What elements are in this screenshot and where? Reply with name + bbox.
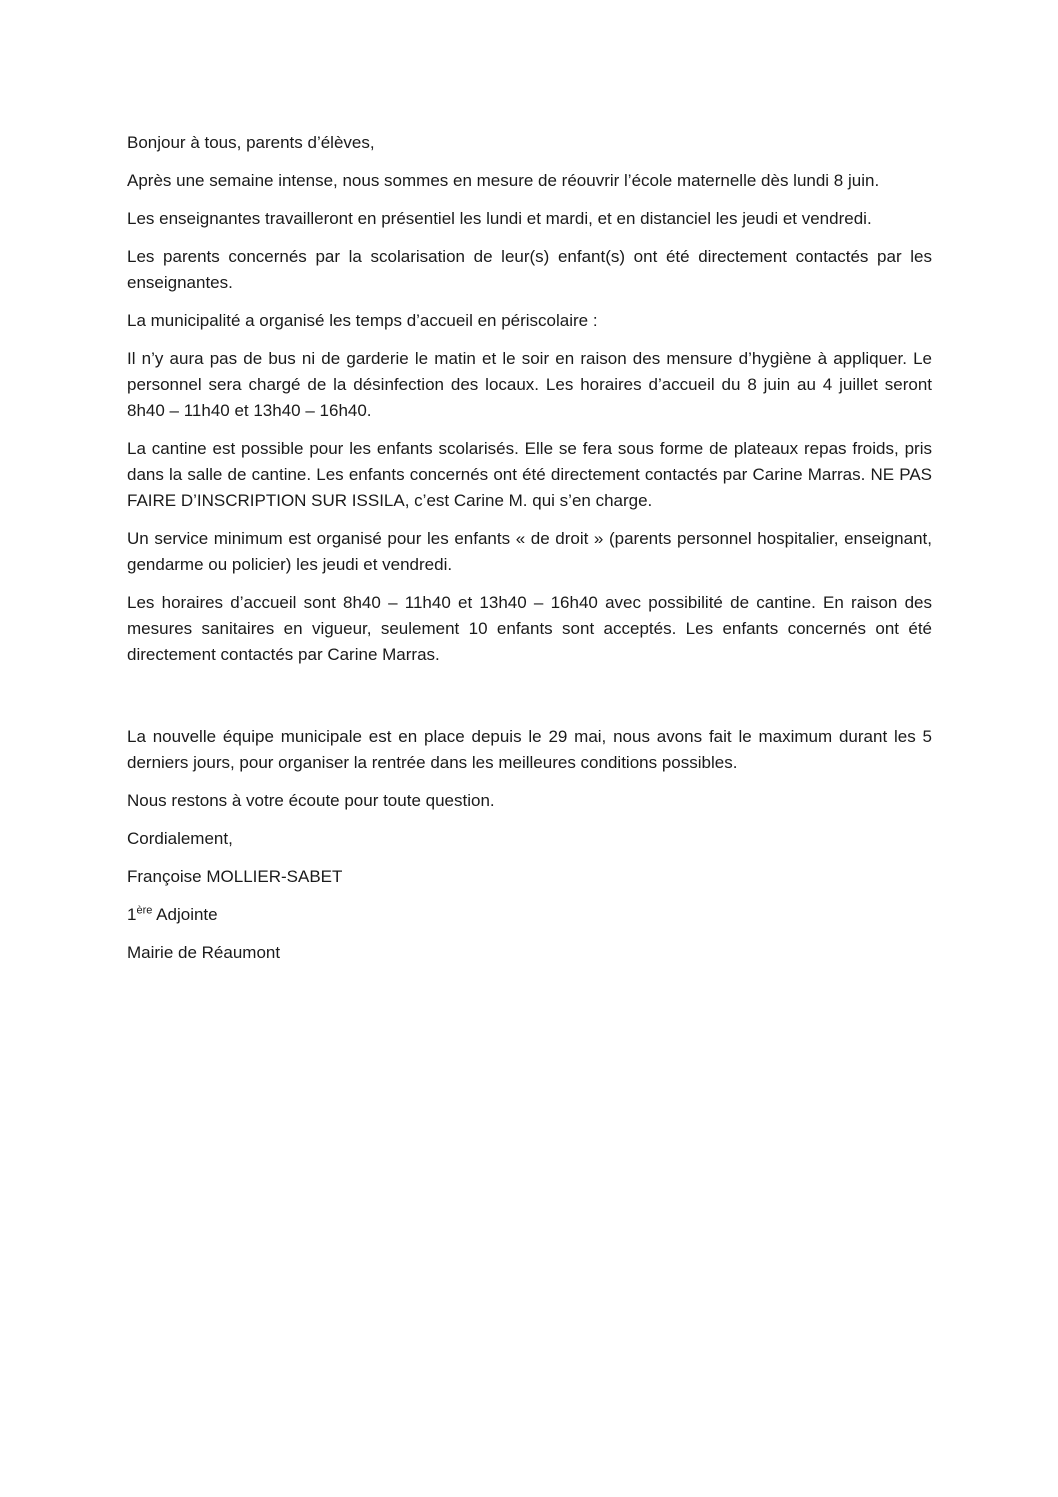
paragraph-cantine: La cantine est possible pour les enfants scolarisés. Elle se fera sous forme de plateaux repas froids, pris dans la salle de cantine. Les enfants concernés ont été directement contactés par Carine Marras. NE PAS FAIRE D’INSCRIPTION SUR ISSILA, c’est Carine M. qui s’en charge. — [127, 439, 932, 510]
letter-body — [127, 130, 932, 978]
paragraph-accueil-hours: Les horaires d’accueil sont 8h40 – 11h40 et 13h40 – 16h40 avec possibilité de cantine. En raison des mesures sanitaires en vigueur, seulement 10 enfants sont acceptés. Les enfants concernés ont été directement contactés par Carine Marras. — [127, 593, 932, 664]
paragraph-questions: Nous restons à votre écoute pour toute question. — [127, 791, 495, 810]
paragraph-teachers-schedule: Les enseignantes travailleront en présentiel les lundi et mardi, et en distanciel les jeudi et vendredi. — [127, 209, 872, 228]
signatory-name: Françoise MOLLIER-SABET — [127, 867, 343, 886]
paragraph-hygiene-hours: Il n’y aura pas de bus ni de garderie le matin et le soir en raison des mensure d’hygiène à appliquer. Le personnel sera chargé de la désinfection des locaux. Les horaires d’accueil du 8 juin au 4 juillet seront 8h40 – 11h40 et 13h40 – 16h40. — [127, 349, 932, 420]
sign-off: Cordialement, — [127, 829, 233, 848]
paragraph-parents-contacted: Les parents concernés par la scolarisation de leur(s) enfant(s) ont été directement contactés par les enseignantes. — [127, 247, 932, 292]
paragraph-periscolaire-intro: La municipalité a organisé les temps d’accueil en périscolaire : — [127, 311, 598, 330]
role-superscript: ère — [136, 904, 153, 917]
blank-line — [127, 680, 932, 724]
role-number: 1 — [127, 905, 137, 924]
paragraph-reopening: Après une semaine intense, nous sommes en mesure de réouvrir l’école maternelle dès lundi 8 juin. — [127, 171, 880, 190]
signatory-role — [127, 902, 932, 928]
paragraph-new-team: La nouvelle équipe municipale est en place depuis le 29 mai, nous avons fait le maximum durant les 5 derniers jours, pour organiser la rentrée dans les meilleures conditions possibles. — [127, 727, 932, 772]
greeting: Bonjour à tous, parents d’élèves, — [127, 133, 375, 152]
organization: Mairie de Réaumont — [127, 943, 281, 962]
paragraph-service-minimum: Un service minimum est organisé pour les enfants « de droit » (parents personnel hospitalier, enseignant, gendarme ou policier) les jeudi et vendredi. — [127, 529, 932, 574]
role-title: Adjointe — [156, 905, 218, 924]
